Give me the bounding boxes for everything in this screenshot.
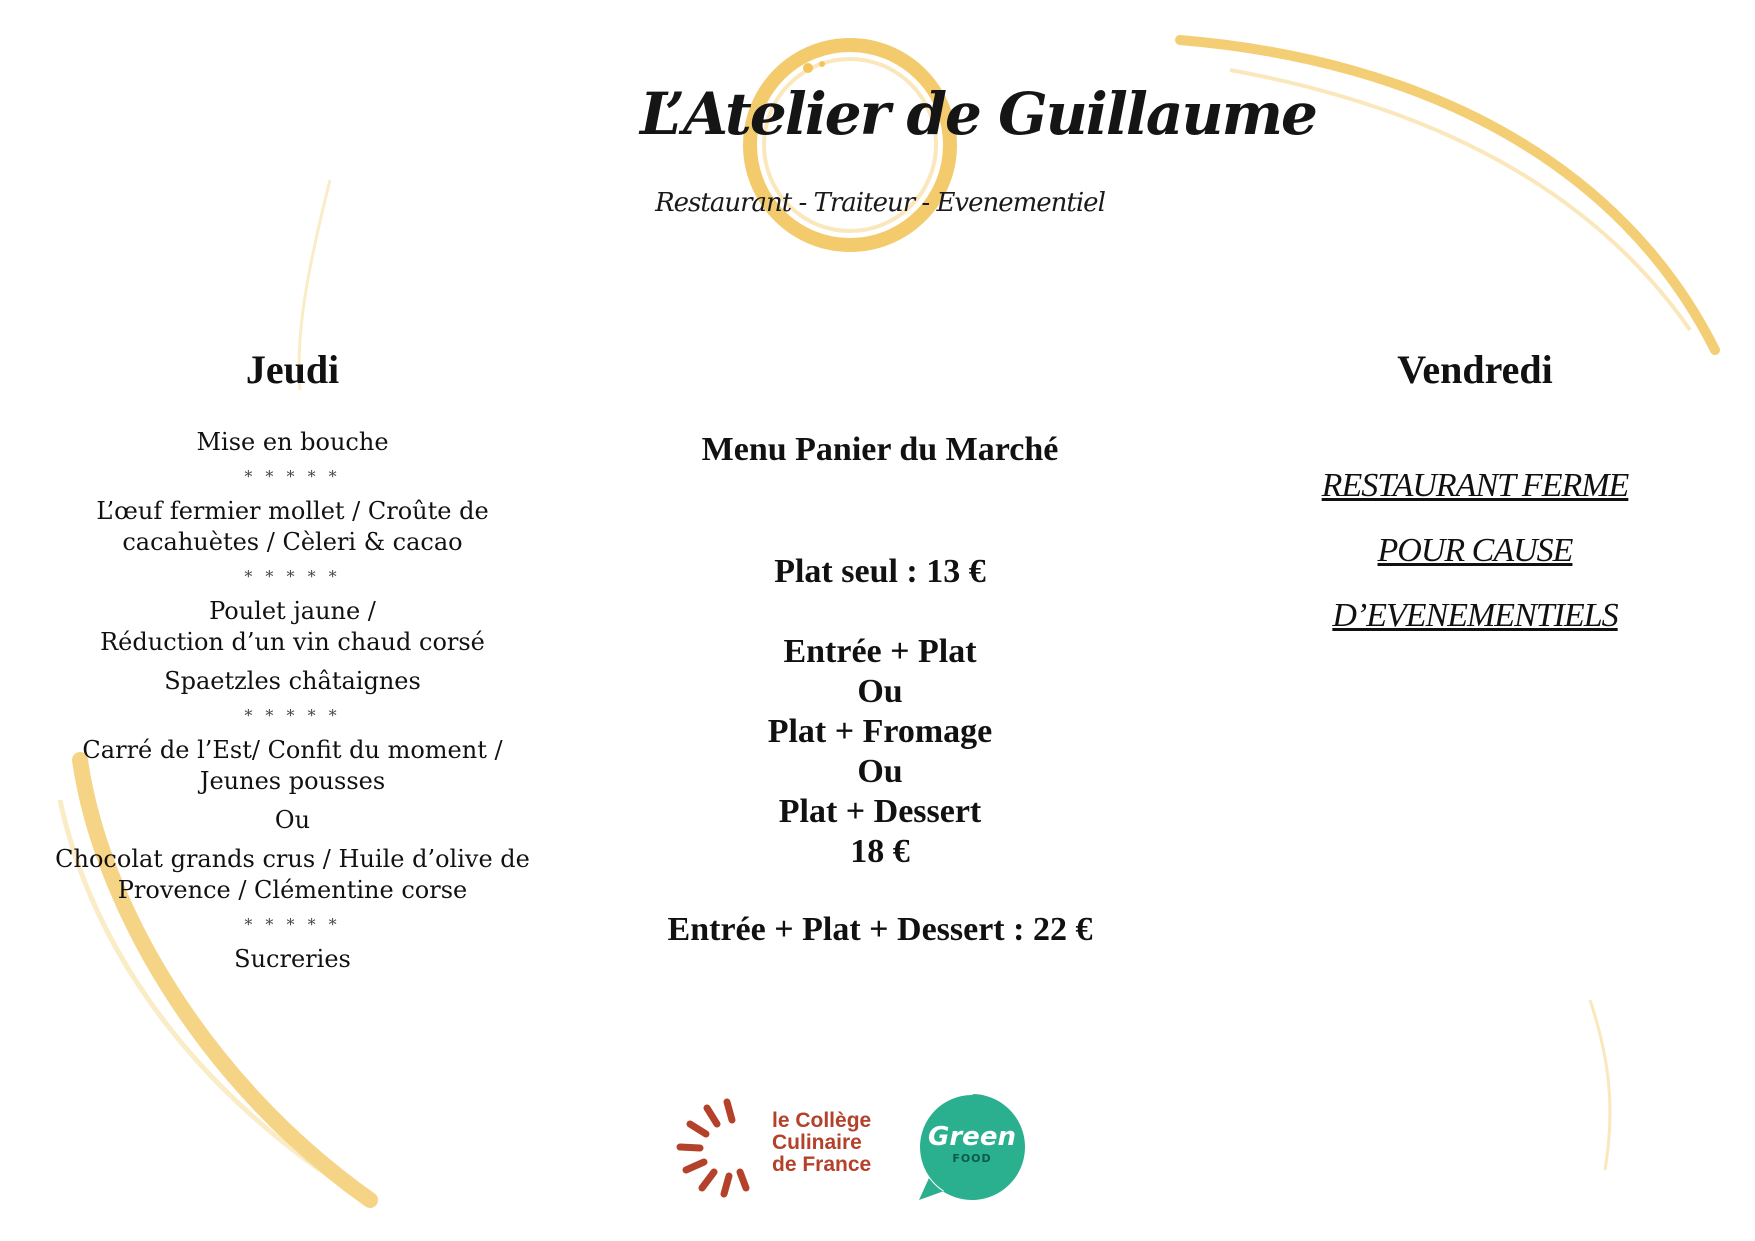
college-name-line: le Collège <box>772 1109 872 1132</box>
course-item <box>40 805 545 836</box>
menu-title: Menu Panier du Marché <box>701 431 1059 468</box>
formula-line: Ou <box>857 673 903 710</box>
formula-line: Plat + Fromage <box>767 713 993 750</box>
course-item <box>40 666 545 697</box>
course-line: Réduction d’un vin chaud corsé <box>100 628 485 656</box>
college-name-line: Culinaire <box>772 1131 862 1154</box>
course-item <box>40 735 545 797</box>
course-item <box>40 844 545 906</box>
closed-line: POUR CAUSE <box>1377 532 1573 569</box>
price-full-menu: Entrée + Plat + Dessert : 22 € <box>667 911 1093 948</box>
course-separator: * * * * * <box>244 915 341 934</box>
logo-title: L’Atelier de Guillaume <box>640 80 1316 148</box>
formula-line: Plat + Dessert <box>778 793 982 830</box>
closed-line: D’EVENEMENTIELS <box>1332 597 1618 634</box>
thursday-title: Jeudi <box>245 347 340 392</box>
price-plat-seul: Plat seul : 13 € <box>774 553 986 590</box>
course-line: Spaetzles châtaignes <box>164 667 421 695</box>
course-separator: * * * * * <box>244 706 341 725</box>
college-culinaire-logo <box>672 1092 872 1202</box>
course-line: Sucreries <box>234 945 351 973</box>
closed-line: RESTAURANT FERME <box>1321 467 1629 504</box>
course-item <box>40 596 545 658</box>
course-separator: * * * * * <box>244 567 341 586</box>
formula-line: Ou <box>857 753 903 790</box>
green-subtitle: FOOD <box>952 1152 992 1165</box>
college-name-line: de France <box>772 1153 872 1176</box>
thursday-menu <box>40 345 545 983</box>
course-item <box>40 496 545 558</box>
formula-line: 18 € <box>850 833 910 870</box>
course-line: L’œuf fermier mollet / Croûte de <box>96 497 489 525</box>
course-item <box>40 944 545 975</box>
logo-tagline: Restaurant - Traiteur - Evenementiel <box>655 188 1105 218</box>
course-line: Mise en bouche <box>196 428 389 456</box>
friday-title: Vendredi <box>1397 347 1553 392</box>
course-line: Chocolat grands crus / Huile d’olive de <box>55 845 530 873</box>
green-title: Green <box>928 1122 1016 1152</box>
course-line: Ou <box>274 806 311 834</box>
market-menu <box>615 430 1145 950</box>
course-line: Carré de l’Est/ Confit du moment / <box>82 736 503 764</box>
course-item <box>40 427 545 458</box>
green-food-logo <box>917 1092 1027 1202</box>
restaurant-logo <box>640 30 1316 260</box>
formula-18 <box>615 632 1145 872</box>
course-separator: * * * * * <box>244 467 341 486</box>
course-line: cacahuètes / Cèleri & cacao <box>122 528 463 556</box>
friday-menu <box>1275 345 1675 648</box>
course-line: Jeunes pousses <box>199 767 386 795</box>
college-name <box>772 1110 892 1176</box>
course-line: Poulet jaune / <box>209 597 376 625</box>
thursday-courses <box>40 427 545 975</box>
formula-line: Entrée + Plat <box>783 633 977 670</box>
closed-notice <box>1275 453 1675 648</box>
course-line: Provence / Clémentine corse <box>117 876 468 904</box>
college-sunburst-icon <box>672 1092 772 1202</box>
